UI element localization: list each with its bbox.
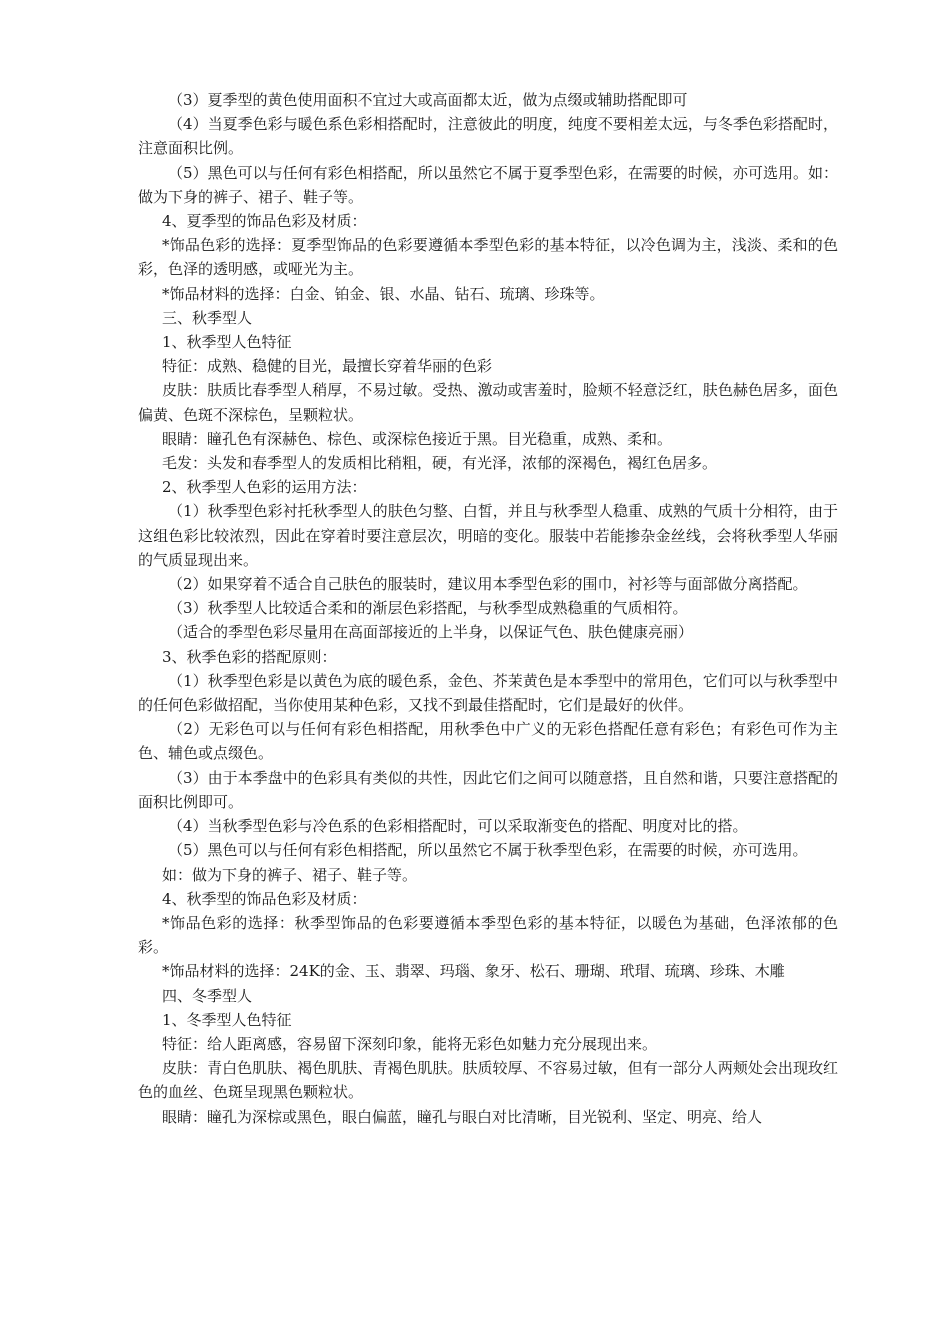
paragraph: （1）秋季型色彩是以黄色为底的暖色系，金色、芥茉黄色是本季型中的常用色，它们可以与秋季型中的任何色彩做招配，当你使用某种色彩，又找不到最佳搭配时，它们是最好的伙伴。	[138, 671, 838, 715]
paragraph: （3）秋季型人比较适合柔和的渐层色彩搭配，与秋季型成熟稳重的气质相符。	[168, 599, 688, 618]
paragraph: 皮肤：肤质比春季型人稍厚，不易过敏。受热、激动或害羞时，脸颊不轻意泛红，肤色赫色居多，面色偏黄、色斑不深棕色，呈颗粒状。	[138, 381, 838, 424]
paragraph: 特征：成熟、稳健的目光，最擅长穿着华丽的色彩	[162, 357, 493, 376]
paragraph: （2）如果穿着不适合自己肤色的服装时，建议用本季型色彩的围巾，衬衫等与面部做分离搭配。	[168, 575, 808, 594]
paragraph: （1）秋季型色彩衬托秋季型人的肤色匀整、白皙，并且与秋季型人稳重、成熟的气质十分相符，由于这组色彩比较浓烈，因此在穿着时要注意层次，明暗的变化。服装中若能掺杂金丝线，会将秋季型人华丽的气质显现出来。	[138, 502, 838, 569]
document-page	[138, 88, 838, 1129]
section-heading: 4、秋季型的饰品色彩及材质：	[162, 889, 367, 908]
paragraph: 皮肤：青白色肌肤、褐色肌肤、青褐色肌肤。肤质较厚、不容易过敏，但有一部分人两颊处会出现玫红色的血丝、色斑呈现黑色颗粒状。	[138, 1059, 838, 1102]
paragraph: 如：做为下身的裤子、裙子、鞋子等。	[162, 865, 418, 884]
section-heading: 1、冬季型人色特征	[162, 1010, 292, 1029]
section-heading: 1、秋季型人色特征	[162, 333, 292, 352]
paragraph: *饰品材料的选择：白金、铂金、银、水晶、钻石、琉璃、珍珠等。	[162, 284, 605, 303]
paragraph: （3）由于本季盘中的色彩具有类似的共性，因此它们之间可以随意搭，且自然和谐，只要注意搭配的面积比例即可。	[138, 768, 838, 811]
chapter-heading: 四、冬季型人	[162, 986, 253, 1005]
paragraph: （5）黑色可以与任何有彩色相搭配，所以虽然它不属于夏季型色彩，在需要的时候，亦可选用。如：做为下身的裤子、裙子、鞋子等。	[138, 163, 838, 206]
paragraph: （4）当夏季色彩与暖色系色彩相搭配时，注意彼此的明度，纯度不要相差太远，与冬季色彩搭配时，注意面积比例。	[138, 115, 838, 158]
paragraph: 眼睛：瞳孔为深棕或黑色，眼白偏蓝，瞳孔与眼白对比清晰，目光锐利、坚定、明亮、给人	[162, 1107, 763, 1126]
paragraph: *饰品色彩的选择：夏季型饰品的色彩要遵循本季型色彩的基本特征，以冷色调为主，浅淡、柔和的色彩，色泽的透明感，或哑光为主。	[138, 236, 838, 279]
section-heading: 4、夏季型的饰品色彩及材质：	[162, 212, 367, 231]
section-heading: 3、秋季色彩的搭配原则：	[162, 647, 337, 666]
paragraph: *饰品色彩的选择：秋季型饰品的色彩要遵循本季型色彩的基本特征，以暖色为基础，色泽浓郁的色彩。	[138, 913, 838, 957]
chapter-heading: 三、秋季型人	[162, 308, 253, 327]
paragraph: （3）夏季型的黄色使用面积不宜过大或高面都太近，做为点缀或辅助搭配即可	[168, 91, 688, 109]
paragraph: 特征：给人距离感，容易留下深刻印象，能将无彩色如魅力充分展现出来。	[162, 1034, 658, 1053]
paragraph: 眼睛：瞳孔色有深赫色、棕色、或深棕色接近于黑。目光稳重，成熟、柔和。	[162, 429, 673, 448]
paragraph: （4）当秋季型色彩与冷色系的色彩相搭配时，可以采取渐变色的搭配、明度对比的搭。	[168, 817, 748, 836]
section-heading: 2、秋季型人色彩的运用方法：	[162, 478, 367, 497]
paragraph: （2）无彩色可以与任何有彩色相搭配，用秋季色中广义的无彩色搭配任意有彩色；有彩色可作为主色、辅色或点缀色。	[138, 720, 838, 763]
paragraph: （5）黑色可以与任何有彩色相搭配，所以虽然它不属于秋季型色彩，在需要的时候，亦可选用。	[168, 841, 808, 860]
paragraph: *饰品材料的选择：24K的金、玉、翡翠、玛瑙、象牙、松石、珊瑚、玳瑁、琉璃、珍珠、木雕	[162, 962, 785, 981]
paragraph: （适合的季型色彩尽量用在高面部接近的上半身，以保证气色、肤色健康亮丽）	[168, 623, 694, 642]
paragraph: 毛发：头发和春季型人的发质相比稍粗，硬，有光泽，浓郁的深褐色，褐红色居多。	[162, 454, 718, 473]
